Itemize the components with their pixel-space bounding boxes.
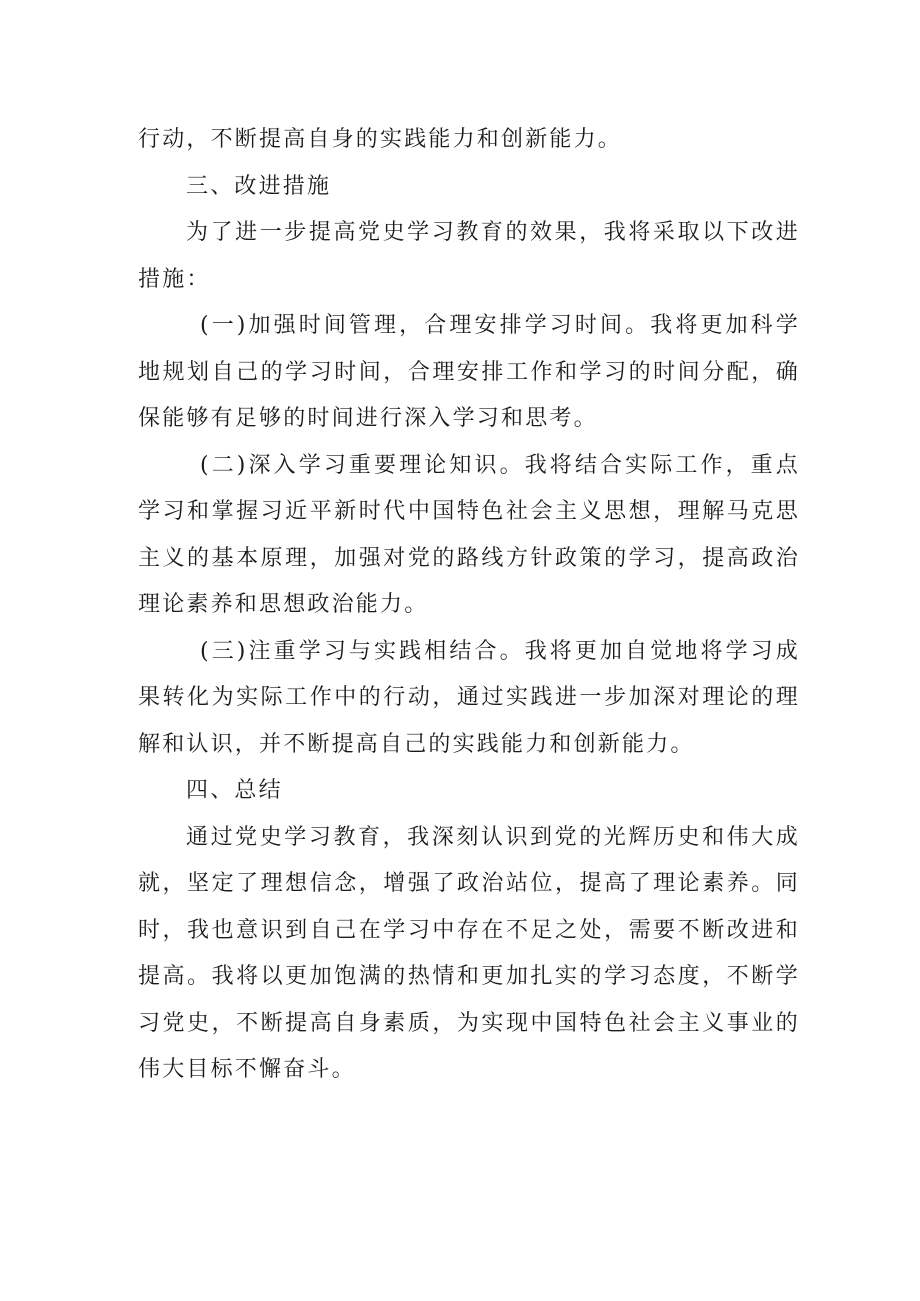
section-heading-summary: 四、总结 bbox=[186, 778, 283, 803]
list-item-practice: (三)注重学习与实践相结合。我将更加自觉地将学习成果转化为实际工作中的行动，通过实践进一步加深对理论的理解和认识，并不断提高自己的实践能力和创新能力。 bbox=[138, 638, 800, 757]
paragraph-continuation: 行动，不断提高自身的实践能力和创新能力。 bbox=[138, 127, 623, 152]
list-item-theory-study: (二)深入学习重要理论知识。我将结合实际工作，重点学习和掌握习近平新时代中国特色社会主义思想，理解马克思主义的基本原理，加强对党的路线方针政策的学习，提高政治理论素养和思想政治能力。 bbox=[138, 452, 800, 617]
paragraph-intro: 为了进一步提高党史学习教育的效果，我将采取以下改进措施： bbox=[138, 220, 800, 292]
document-body bbox=[138, 117, 800, 1094]
list-item-time-management: (一)加强时间管理，合理安排学习时间。我将更加科学地规划自己的学习时间，合理安排工作和学习的时间分配，确保能够有足够的时间进行深入学习和思考。 bbox=[138, 313, 800, 431]
paragraph-summary: 通过党史学习教育，我深刻认识到党的光辉历史和伟大成就，坚定了理想信念，增强了政治站位，提高了理论素养。同时，我也意识到自己在学习中存在不足之处，需要不断改进和提高。我将以更加饱满的热情和更加扎实的学习态度，不断学习党史，不断提高自身素质，为实现中国特色社会主义事业的伟大目标不懈奋斗。 bbox=[138, 824, 800, 1082]
section-heading-improvement: 三、改进措施 bbox=[186, 173, 332, 199]
